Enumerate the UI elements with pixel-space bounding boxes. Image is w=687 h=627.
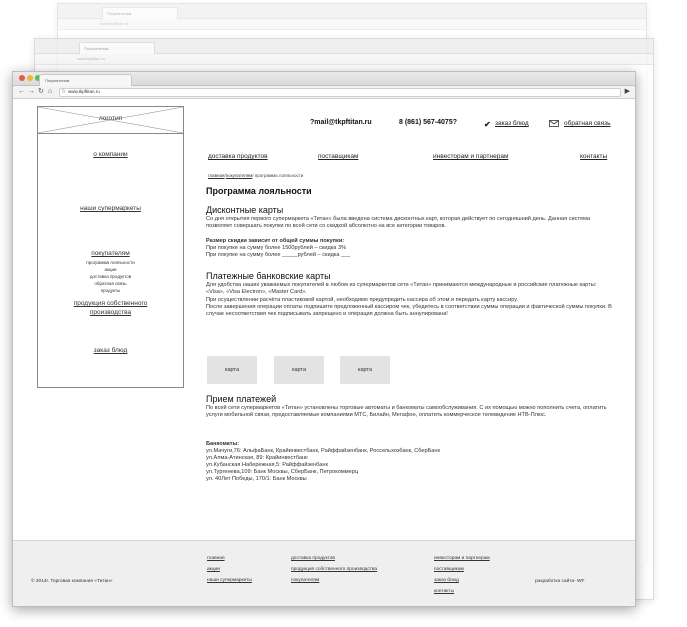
atm-title: Банкоматы: <box>206 441 240 447</box>
title-bar <box>13 72 635 86</box>
checkmark-icon: ✔ <box>484 120 491 129</box>
discount-line-2: При покупке на сумму более _____рублей – скидка ___ <box>206 252 351 258</box>
bank-cards-text-1: Для удобства наших уважаемых покупателей в любом из супермаркетов сети «Титан» принимаются международные и российские платежные карты: «Visa», «Visa Electron», «Master Card». <box>206 282 597 295</box>
card-image-3: карта <box>340 356 390 384</box>
header-phone: 8 (861) 567-4075? <box>399 119 457 126</box>
breadcrumb-customers[interactable]: покупателям <box>225 173 253 178</box>
card-image-1: карта <box>207 356 257 384</box>
bank-cards-section-title: Платежные банковские карты <box>206 271 331 281</box>
footer-link-order[interactable]: заказ блюд <box>434 578 459 583</box>
close-window-button[interactable] <box>19 75 25 81</box>
payments-section-title: Прием платежей <box>206 394 277 404</box>
discount-text: Со дня открытия первого супермаркета «Титан» была введена система дисконтных карт, которая действует по сегодняшний день. Данная система позволяет совершать покупки по всей сети со скидкой абсолютно на все категории товаров. <box>206 216 591 229</box>
logo[interactable] <box>38 107 183 134</box>
minimize-window-button[interactable] <box>27 75 33 81</box>
sidebar-item-order[interactable]: заказ блюд <box>93 347 128 354</box>
discount-section-title: Дисконтные карты <box>206 205 284 215</box>
footer-link-investors[interactable]: инвесторам и партнерам <box>434 556 490 561</box>
sidebar-subitem-feedback[interactable]: обратная связь <box>94 281 127 286</box>
breadcrumb-home[interactable]: главная <box>208 173 225 178</box>
breadcrumb: главная/покупателям/ программа лояльности <box>208 173 304 178</box>
footer-link-suppliers[interactable]: поставщикам <box>434 567 464 572</box>
url-text: www.tkpftitan.ru <box>68 89 100 94</box>
atm-line: ул.Кубанская Набережная,5: Райффайзенбанк <box>206 462 328 468</box>
discount-subtitle: Размер скидки зависит от общей суммы покупки: <box>206 238 345 244</box>
logo-label: логотип <box>98 115 123 122</box>
sidebar-item-customers[interactable]: покупателям <box>91 250 130 257</box>
sidebar-item-production-line2[interactable]: производства <box>89 309 132 316</box>
footer-link-stores[interactable]: наши супермаркеты <box>207 578 252 583</box>
footer-developer: разработка сайта- WF <box>535 579 585 584</box>
footer-link-home[interactable]: главная <box>207 556 225 561</box>
footer-link-promotions[interactable]: акции <box>207 567 220 572</box>
header-feedback-link[interactable]: обратная связь <box>564 120 611 127</box>
atm-line: ул.Алма-Атинская, 89: Крайинвестбанк <box>206 455 308 461</box>
sidebar-subitem-delivery[interactable]: доставка продуктов <box>89 274 132 279</box>
breadcrumb-current: программа лояльности <box>254 173 304 178</box>
menu-arrow-icon[interactable]: ▶ <box>624 88 630 95</box>
page-title: Программа лояльности <box>206 186 312 196</box>
footer-link-delivery[interactable]: доставка продуктов <box>291 556 335 561</box>
sidebar-subitem-promotions[interactable]: акции <box>104 267 117 272</box>
header-order-link[interactable]: заказ блюд <box>495 120 529 127</box>
discount-line-1: При покупке на сумму более 1500рублей – скидка 3% <box>206 245 347 251</box>
main-browser-window <box>12 71 636 607</box>
browser-tab[interactable]: Покупателям <box>39 74 132 86</box>
card-image-2: карта <box>274 356 324 384</box>
footer-link-customers[interactable]: покупателям <box>291 578 320 583</box>
sidebar-item-stores[interactable]: наши супермаркеты <box>80 205 141 212</box>
background-tab-2: Покупателям <box>79 42 155 54</box>
envelope-icon <box>549 120 559 127</box>
reload-icon[interactable]: ↻ <box>38 88 44 95</box>
atm-line: ул. 40Лет Победы, 170/1: Банк Москвы <box>206 476 307 482</box>
footer <box>13 540 635 607</box>
background-url-1: www.tkpftitan.ru <box>100 21 129 26</box>
star-icon[interactable]: ☆ <box>61 89 67 95</box>
topnav-investors[interactable]: инвесторам и партнерам <box>433 153 509 160</box>
topnav-suppliers[interactable]: поставщикам <box>318 153 359 160</box>
sidebar <box>37 106 184 388</box>
footer-copyright: © 2014г. Торговая компания «Титан» <box>31 579 113 584</box>
header-email[interactable]: ?mail@tkpftitan.ru <box>310 119 372 126</box>
payments-text: По всей сети супермаркетов «Титан» установлены торговые автоматы и банкоматы самообслуживания. С их помощью можно пополнить счета, оплатить услуги мобильной связи, предоставляемые компаниями МТС, Билайн, Мегафон, оплатить коммерческое телевидение НТВ-Плюс. <box>206 405 607 418</box>
url-input[interactable] <box>59 88 621 97</box>
back-arrow-icon[interactable]: ← <box>18 88 25 95</box>
topnav-delivery[interactable]: доставка продуктов <box>208 153 268 160</box>
bank-cards-text-3: После завершения операции оплаты подпишите предложенный кассиром чек, убедитесь в соответствии суммы операции и фактической суммы покупки. В случае несоответствия чек подписывать запрещено и операция должна быть аннулирована! <box>206 304 612 317</box>
home-icon[interactable]: ⌂ <box>48 88 53 95</box>
sidebar-subitem-products[interactable]: продукты <box>100 288 121 293</box>
sidebar-item-about[interactable]: о компании <box>93 151 128 158</box>
forward-arrow-icon[interactable]: → <box>28 88 35 95</box>
topnav-contacts[interactable]: контакты <box>580 153 608 160</box>
page-content <box>13 98 635 606</box>
background-url-2: www.tkpftitan.ru <box>77 56 106 61</box>
bank-cards-text-2: При осуществлении расчёта пластиковой картой, необходимо предупредить кассира об этом и передать карту кассиру. <box>206 297 519 303</box>
sidebar-item-production-line1[interactable]: продукция собственного <box>73 300 148 307</box>
atm-line: ул.Тургенева,109: Банк Москвы, СберБанк, Петрокоммерц <box>206 469 359 475</box>
footer-link-contacts[interactable]: контакты <box>434 589 455 594</box>
sidebar-subitem-loyalty[interactable]: программа лояльности <box>86 260 135 265</box>
background-tab-1: Покупателям <box>102 7 178 19</box>
footer-link-production[interactable]: продукция собственного производства <box>291 567 378 572</box>
atm-line: ул.Мачуги,76: АльфаБанк, Крайинвестбанк, Райффайзенбанк, Россельхозбанк, СберБанк <box>206 448 440 454</box>
